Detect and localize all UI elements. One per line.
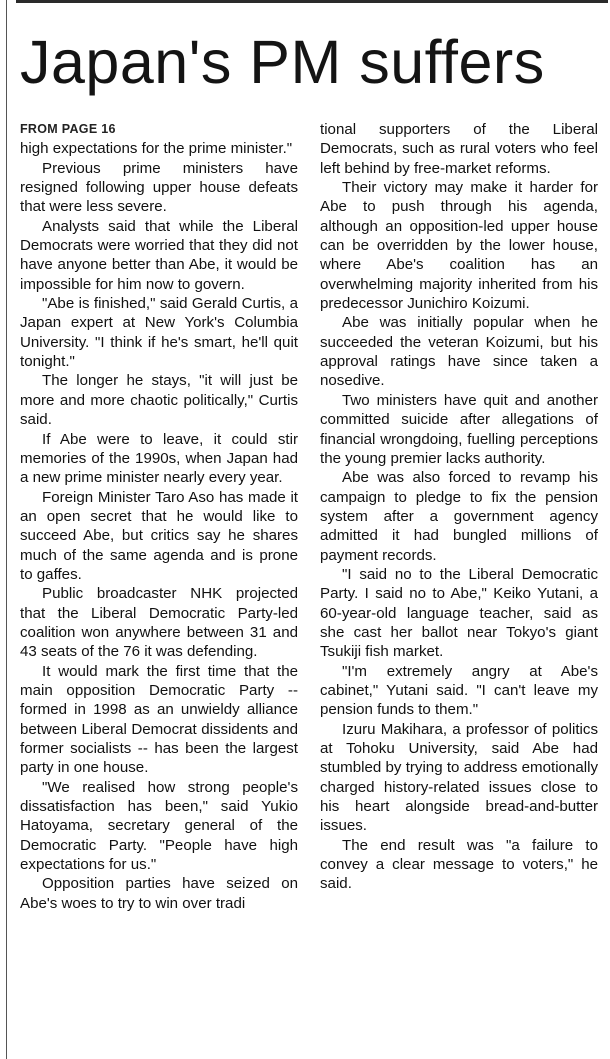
jump-label: FROM PAGE 16 (20, 122, 116, 136)
right-column (320, 120, 598, 894)
paragraph: Abe was initially popular when he succeeded the veteran Koizumi, but his approval ratings have since taken a nosedive. (320, 314, 598, 390)
paragraph: The end result was "a failure to convey a clear message to voters," he said. (320, 836, 598, 893)
paragraph: "We realised how strong people's dissatisfaction has been," said Yukio Hatoyama, secretary general of the Democratic Party. "People have high expectations for us." (20, 778, 298, 874)
paragraph: The longer he stays, "it will just be more and more chaotic politically," Curtis said. (20, 372, 298, 429)
paragraph: high expectations for the prime minister." (20, 140, 293, 158)
paragraph: It would mark the first time that the main opposition Democratic Party -- formed in 1998 as an unwieldy alliance between Liberal Democrat dissidents and former socialists -- has been the largest party in one house. (20, 662, 298, 777)
paragraph: Previous prime ministers have resigned following upper house defeats that were less severe. (20, 159, 298, 216)
top-rule (16, 0, 608, 3)
paragraph: tional supporters of the Liberal Democrats, such as rural voters who feel left behind by free-market reforms. (320, 121, 598, 177)
column-rule (6, 0, 7, 1059)
paragraph: "Abe is finished," said Gerald Curtis, a Japan expert at New York's Columbia University. "I think if he's smart, he'll quit tonight." (20, 295, 298, 371)
paragraph: "I'm extremely angry at Abe's cabinet," Yutani said. "I can't leave my pension funds to them." (320, 662, 598, 719)
paragraph: Foreign Minister Taro Aso has made it an open secret that he would like to succeed Abe, but critics say he shares much of the same agenda and is prone to gaffes. (20, 488, 298, 583)
headline: Japan's PM suffers (20, 28, 545, 96)
left-column (20, 120, 298, 913)
paragraph: Analysts said that while the Liberal Democrats were worried that they did not have anyone better than Abe, it would be impossible for him now to govern. (20, 217, 298, 293)
paragraph: Opposition parties have seized on Abe's woes to try to win over tradi (20, 875, 298, 912)
paragraph: Two ministers have quit and another committed suicide after allegations of financial wrongdoing, fuelling perceptions the young premier lacks authority. (320, 391, 598, 467)
paragraph: Abe was also forced to revamp his campaign to pledge to fix the pension system after a government agency admitted it had bungled millions of payment records. (320, 469, 598, 564)
paragraph: Izuru Makihara, a professor of politics at Tohoku University, said Abe had stumbled by trying to address emotionally charged history-related issues close to his heart alongside bread-and-butter issues. (320, 720, 598, 835)
paragraph: If Abe were to leave, it could stir memories of the 1990s, when Japan had a new prime minister nearly every year. (20, 430, 298, 487)
paragraph: Their victory may make it harder for Abe to push through his agenda, although an opposition-led upper house can be overridden by the lower house, where Abe's coalition has an overwhelming majority inherited from his predecessor Junichiro Koizumi. (320, 179, 598, 313)
paragraph: Public broadcaster NHK projected that the Liberal Democratic Party-led coalition won anywhere between 31 and 43 seats of the 76 it was defending. (20, 585, 298, 661)
paragraph: "I said no to the Liberal Democratic Party. I said no to Abe," Keiko Yutani, a 60-year-old language teacher, said as she cast her ballot near Tokyo's giant Tsukiji fish market. (320, 565, 598, 661)
